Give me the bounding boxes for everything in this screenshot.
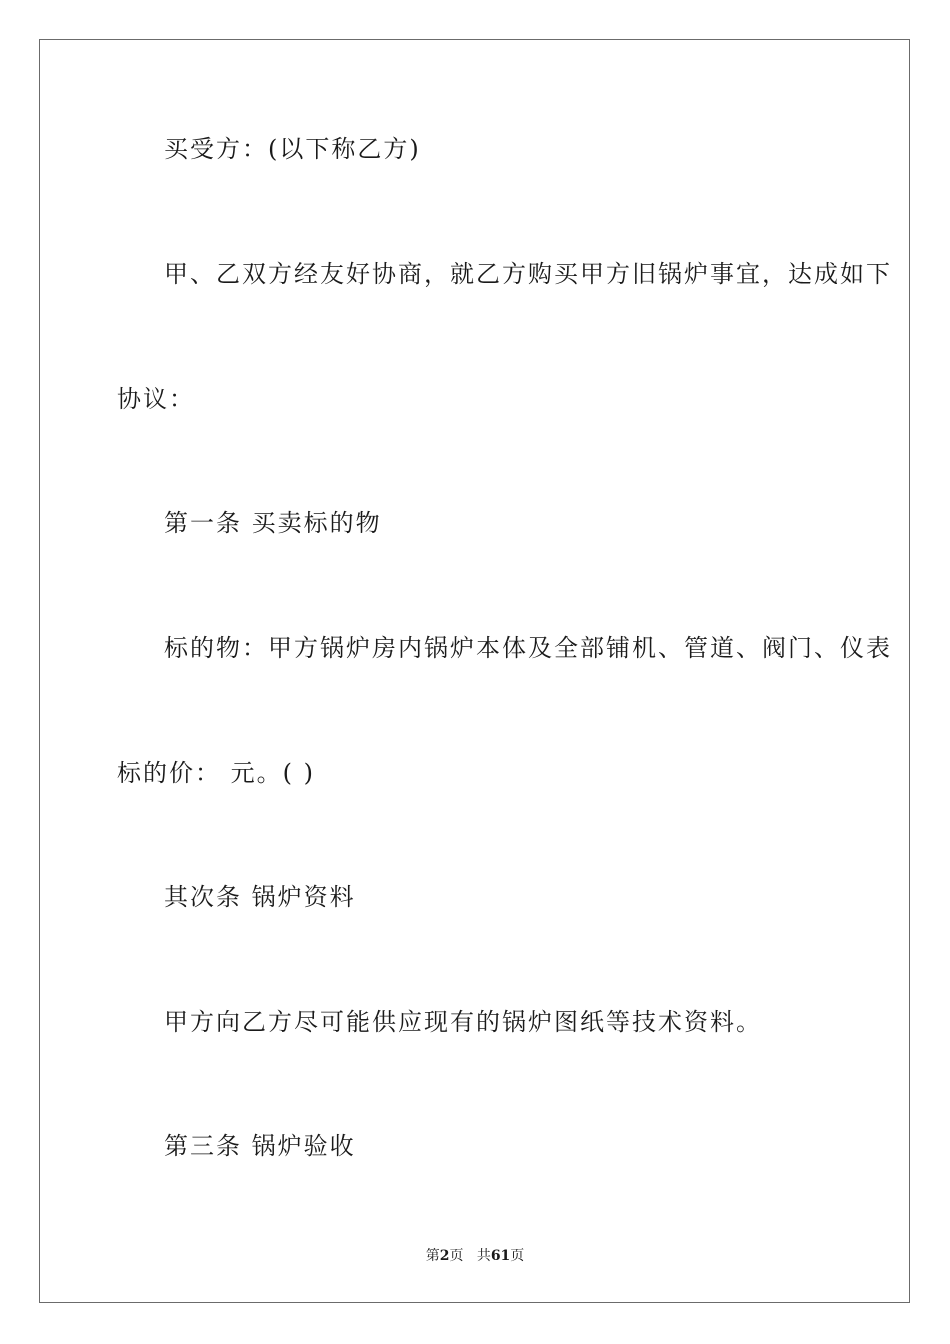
page-border bbox=[39, 39, 910, 1303]
agreement-intro-line: 甲、乙双方经友好协商，就乙方购买甲方旧锅炉事宜，达成如下 bbox=[164, 260, 892, 288]
page-footer bbox=[0, 1247, 950, 1265]
article-3-heading: 第三条 锅炉验收 bbox=[164, 1132, 356, 1160]
agreement-intro-continuation: 协议： bbox=[117, 385, 195, 413]
subject-matter-line: 标的物：甲方锅炉房内锅炉本体及全部铺机、管道、阀门、仪表 bbox=[164, 634, 892, 662]
article-2-heading: 其次条 锅炉资料 bbox=[164, 883, 356, 911]
total-pages: 61 bbox=[490, 1248, 511, 1264]
page-number: 2 bbox=[439, 1248, 450, 1264]
price-line: 标的价： 元。( ) bbox=[117, 759, 315, 787]
page-prefix: 第 bbox=[425, 1248, 440, 1264]
buyer-party-line: 买受方：(以下称乙方) bbox=[164, 135, 421, 163]
total-prefix: 共 bbox=[476, 1248, 491, 1264]
boiler-documents-line: 甲方向乙方尽可能供应现有的锅炉图纸等技术资料。 bbox=[164, 1008, 762, 1036]
article-1-heading: 第一条 买卖标的物 bbox=[164, 509, 382, 537]
total-suffix: 页 bbox=[510, 1248, 525, 1264]
page-suffix: 页 bbox=[449, 1248, 464, 1264]
